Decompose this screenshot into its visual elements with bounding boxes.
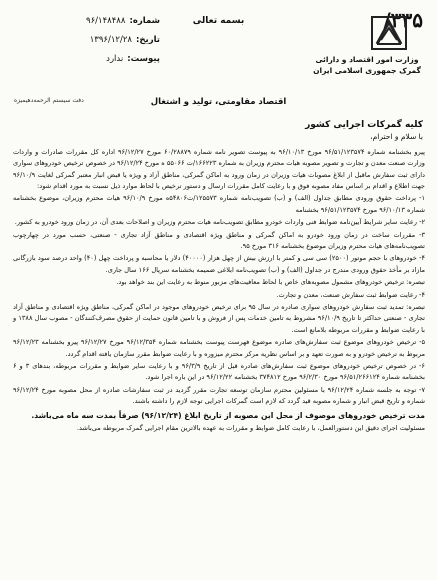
ministry-line-1: وزارت امور اقتصاد و دارائی (315, 55, 419, 64)
letter-number-row (10, 12, 160, 31)
body-intro: پیرو بخشنامه شماره ۹۶/۵۱/۱۲۳۵۷۴ مورخ ۹۶/۱۰/۱۳ به پیوست تصویر نامه شماره ۶۰/۲۸۸۷۹ مورخ ۹۶/۱۲/۲۷ اداره کل مقررات صادرات و واردات وزارت صنعت معدن و تجارت و تصویر مصوبه هیات محترم وزیران به شماره ۱۶۶۲۲۳/ت ۵۵۰۶۶ ه مورخ ۹۶/۱۲/۲۴ در خصوص ترخیص خودروهای سواری دارای ثبت سفارش ماقبل از ابلاغ مصوبات هیات وزیران در زمان ورود به اماکن گمرکی، مناطق آزاد و ویژه یا قبض انبار معتبر گمرکی لغایت ۹۶/۱۰/۹ جهت اطلاع و اقدام بر اساس مفاد مصوبه فوق و با رعایت کامل مقررات ارسال و دستور ترخیص با لحاظ موارد ذیل نسبت به مورد اقدام شود: (13, 148, 426, 190)
handwritten-number: ۳۳۵/ (383, 8, 423, 32)
letter-attachment-row (10, 50, 160, 69)
ministry-name (307, 54, 427, 76)
letter-attachment-label: پیوست: (127, 54, 160, 64)
letter-body (13, 147, 425, 435)
body-item-4: ۴- خودروهای با حجم موتور (۲۵۰۰) سی سی و کمتر با ارزش بیش از چهل هزار (۴۰۰۰۰) دلار یا محاسبه و پرداخت چهل (۴۰) واحد درصد سود بازرگانی مازاد بر مأخذ حقوق ورودی مندرج در جداول (الف) و (ب) تصویب‌نامه ابلاغی ضمیمه بخشنامه سریال ۱۶۶ سال جاری. (13, 254, 425, 274)
body-deadline: مدت ترخیص خودروهای موصوف از محل این مصوبه از تاریخ ابلاغ (۹۶/۱۲/۲۴) صرفاً بمدت سه ماه می‌باشد. (31, 410, 425, 420)
body-item-4-note: تبصره: ترخیص خودروهای مشمول مصوبه‌های خاص با لحاظ معافیت‌های مزبور منوط به رعایت این بند خواهد بود. (116, 278, 425, 287)
letter-number-label: شماره: (129, 16, 160, 26)
greeting: با سلام و احترام، (370, 132, 423, 141)
letter-meta (10, 12, 160, 69)
body-item-3: ۳- مقررات ساخت در زمان ورود خودرو به اماکن گمرکی و مناطق ویژه اقتصادی و مناطق آزاد تجاری - صنعتی، حسب مورد در چهارچوب تصویب‌نامه‌های هیات محترم وزیران موضوع بخشنامه ۳۱۶ مورخ ۹۵. (13, 230, 425, 250)
body-item-8: ۶- در خصوص ترخیص خودروهای موضوع ثبت سفارش‌های صادره قبل از تاریخ ۹۶/۳/۹ و با رعایت سایر ضوابط و مقررات مربوطه، بندهای ۳ و ۶ بخشنامه شماره ۹۶/۵۱/۲۶۶۱۲۴ مورخ ۹۶/۲/۳۰ مورخ ۳۷۴۸۱۲ بخشنامه ۹۶/۱۲/۲۲ در این باره اجرا شود. (13, 362, 425, 382)
bismillah-heading: بسمه تعالی (192, 16, 245, 26)
letter-date-label: تاریخ: (136, 35, 160, 45)
body-item-7: ۵- ترخیص خودروهای موضوع ثبت سفارش‌های صادره موضوع فهرست پیوست بخشنامه شماره ۹۶/۱۲/۳۵۴ مورخ ۹۶/۱۲/۲۷ پیرو بخشنامه ۹۶/۱۲/۲۳ مربوط به ترخیص خودرو و به صورت تعهد و بر اساس نظریه مرکز محترم میزوره و با رعایت ضوابط مقرر سازمان یافته اقدام گردد. (13, 338, 425, 358)
iran-customs-logo-icon (369, 14, 409, 52)
letter-date-value: ۱۳۹۶/۱۲/۲۸ (89, 35, 132, 45)
body-item-1: ۱- پرداخت حقوق ورودی مطابق جداول (الف) و (ب) تصویب‌نامه شماره ۱۲۵۵۷۳/ت۵۴۸۰۶ه مورخ ۹۶/۱۰/۹ هیات محترم وزیران، موضوع بخشنامه شماره ۹۶/۱۰/۱۳ مورخ ۹۶/۵۱/۱۲۳۵۷۴ بخشنامه (13, 194, 426, 214)
slogan: اقتصاد مقاومتی، تولید و اشتغال (150, 97, 287, 107)
letter-number-value: ۹۶/۱۴۸۴۸۸ (86, 16, 126, 26)
letter-date-row (10, 31, 160, 50)
small-note: دفت سیستم الرحمه‌دهیمیزه (14, 97, 84, 104)
ministry-line-2: گمرک جمهوری اسلامی ایران (313, 66, 421, 75)
body-closing: مسئولیت اجرای دقیق این دستورالعمل، با رعایت کامل ضوابط و مقررات به عهده بالاترین مقام اجرایی گمرک مربوطه می‌باشد. (76, 423, 425, 432)
body-item-2: ۲- رعایت سایر شرایط آیین‌نامه ضوابط فنی واردات خودرو مطابق تصویب‌نامه هیات محترم وزیران و اصلاحات بعدی آن، در زمان ورود خودرو به کشور. (14, 218, 425, 227)
addressee: کلیه گمرکات اجرایی کشور (305, 120, 423, 130)
body-item-9: ۷- توجه به جلسه شماره ۹۶/۱۲/۲۴ با مسئولین محترم سازمان توسعه تجارت مقرر گردید در ثبت سفارشات صادره از محل مصوبه مورخ ۹۶/۱۲/۲۴ شماره و تاریخ قبض انبار و شماره مصوبه قید گردد که لازم است گمرکات اجرایی توجه لازم را داشته باشند. (13, 385, 425, 406)
body-item-6: تبصره: تمدید ثبت سفارش خودروهای سواری صادره در سال ۹۵ برای ترخیص خودروهای موجود در اماکن گمرکی، مناطق ویژه اقتصادی و مناطق آزاد تجاری - صنعتی حداکثر تا تاریخ ۹۶/۱۰/۹ مشروط به تامین خدمات پس از فروش و با تامین قانون حمایت از حقوق مصرف‌کنندگان - مصوب سال ۱۳۸۸ و با رعایت ضوابط و مقررات مربوطه بلامانع است. (13, 303, 426, 334)
body-item-5: ۴- رعایت ضوابط ثبت سفارش صنعت، معدن و تجارت. (276, 290, 425, 299)
letter-attachment-value: ندارد (106, 54, 124, 64)
